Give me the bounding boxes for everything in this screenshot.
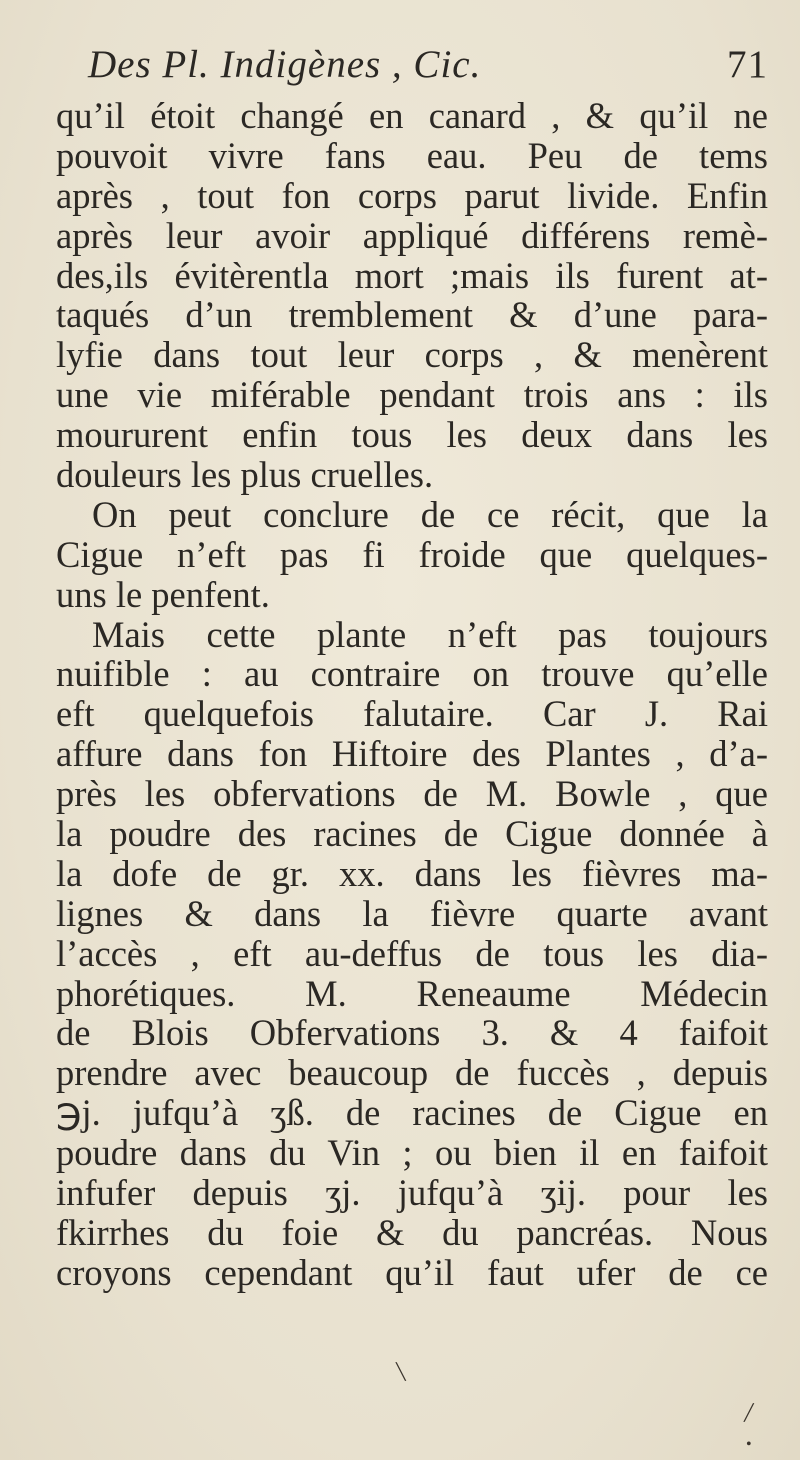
text-line: qu’il étoit changé en canard , & qu’il ne bbox=[56, 95, 768, 136]
ink-speck: ╲ bbox=[396, 1364, 406, 1381]
text-line: après leur avoir appliqué différens remè- bbox=[56, 214, 768, 256]
ink-speck: ╱ bbox=[744, 1405, 754, 1422]
ink-speck: • bbox=[746, 1436, 752, 1453]
text-line: phorétiques. M. Reneaume Médecin bbox=[56, 972, 768, 1014]
text-line: lyfie dans tout leur corps , & menèrent bbox=[56, 334, 768, 376]
text-line: Mais cette plante n’eft pas toujours bbox=[92, 613, 768, 655]
text-line: l’accès , eft au-deffus de tous les dia- bbox=[56, 932, 768, 974]
text-line: poudre dans du Vin ; ou bien il en faifoit bbox=[56, 1132, 768, 1174]
text-line: uns le penfent. bbox=[56, 573, 270, 615]
text-line: taqués d’un tremblement & d’une para- bbox=[56, 294, 768, 336]
text-line: après , tout fon corps parut livide. Enfin bbox=[56, 174, 768, 216]
text-line: nuifible : au contraire on trouve qu’elle bbox=[56, 653, 768, 695]
text-line: Cigue n’eft pas fi froide que quelques- bbox=[56, 533, 768, 575]
page-number: 71 bbox=[727, 43, 768, 86]
text-line: de Blois Obfervations 3. & 4 faifoit bbox=[56, 1012, 768, 1054]
text-line: prendre avec beaucoup de fuccès , depuis bbox=[56, 1052, 768, 1094]
text-line: moururent enfin tous les deux dans les bbox=[56, 414, 768, 456]
text-line: douleurs les plus cruelles. bbox=[56, 454, 434, 496]
text-line: lignes & dans la fièvre quarte avant bbox=[56, 892, 768, 934]
text-line: croyons cependant qu’il faut ufer de ce bbox=[56, 1251, 768, 1293]
text-line: fkirrhes du foie & du pancréas. Nous bbox=[56, 1211, 768, 1253]
text-line: infufer depuis ʒj. jufqu’à ʒij. pour les bbox=[56, 1172, 768, 1214]
text-line: près les obfervations de M. Bowle , que bbox=[56, 773, 768, 815]
running-header bbox=[88, 42, 768, 92]
running-title: Des Pl. Indigènes , Cic. bbox=[88, 43, 482, 86]
text-line: affure dans fon Hiftoire des Plantes , d’a- bbox=[56, 733, 768, 775]
text-line: la dofe de gr. xx. dans les fièvres ma- bbox=[56, 852, 768, 894]
text-line: la poudre des racines de Cigue donnée à bbox=[56, 813, 768, 855]
text-line: eft quelquefois falutaire. Car J. Rai bbox=[56, 693, 768, 735]
text-line: une vie miférable pendant trois ans : ils bbox=[56, 374, 768, 416]
body-text bbox=[56, 96, 768, 1293]
text-line: pouvoit vivre fans eau. Peu de tems bbox=[56, 134, 768, 176]
text-line: On peut conclure de ce récit, que la bbox=[92, 493, 768, 535]
text-line: ℈j. jufqu’à ʒß. de racines de Cigue en bbox=[56, 1092, 768, 1134]
text-line: des,ils évitèrentla mort ;mais ils furent at- bbox=[56, 254, 768, 296]
